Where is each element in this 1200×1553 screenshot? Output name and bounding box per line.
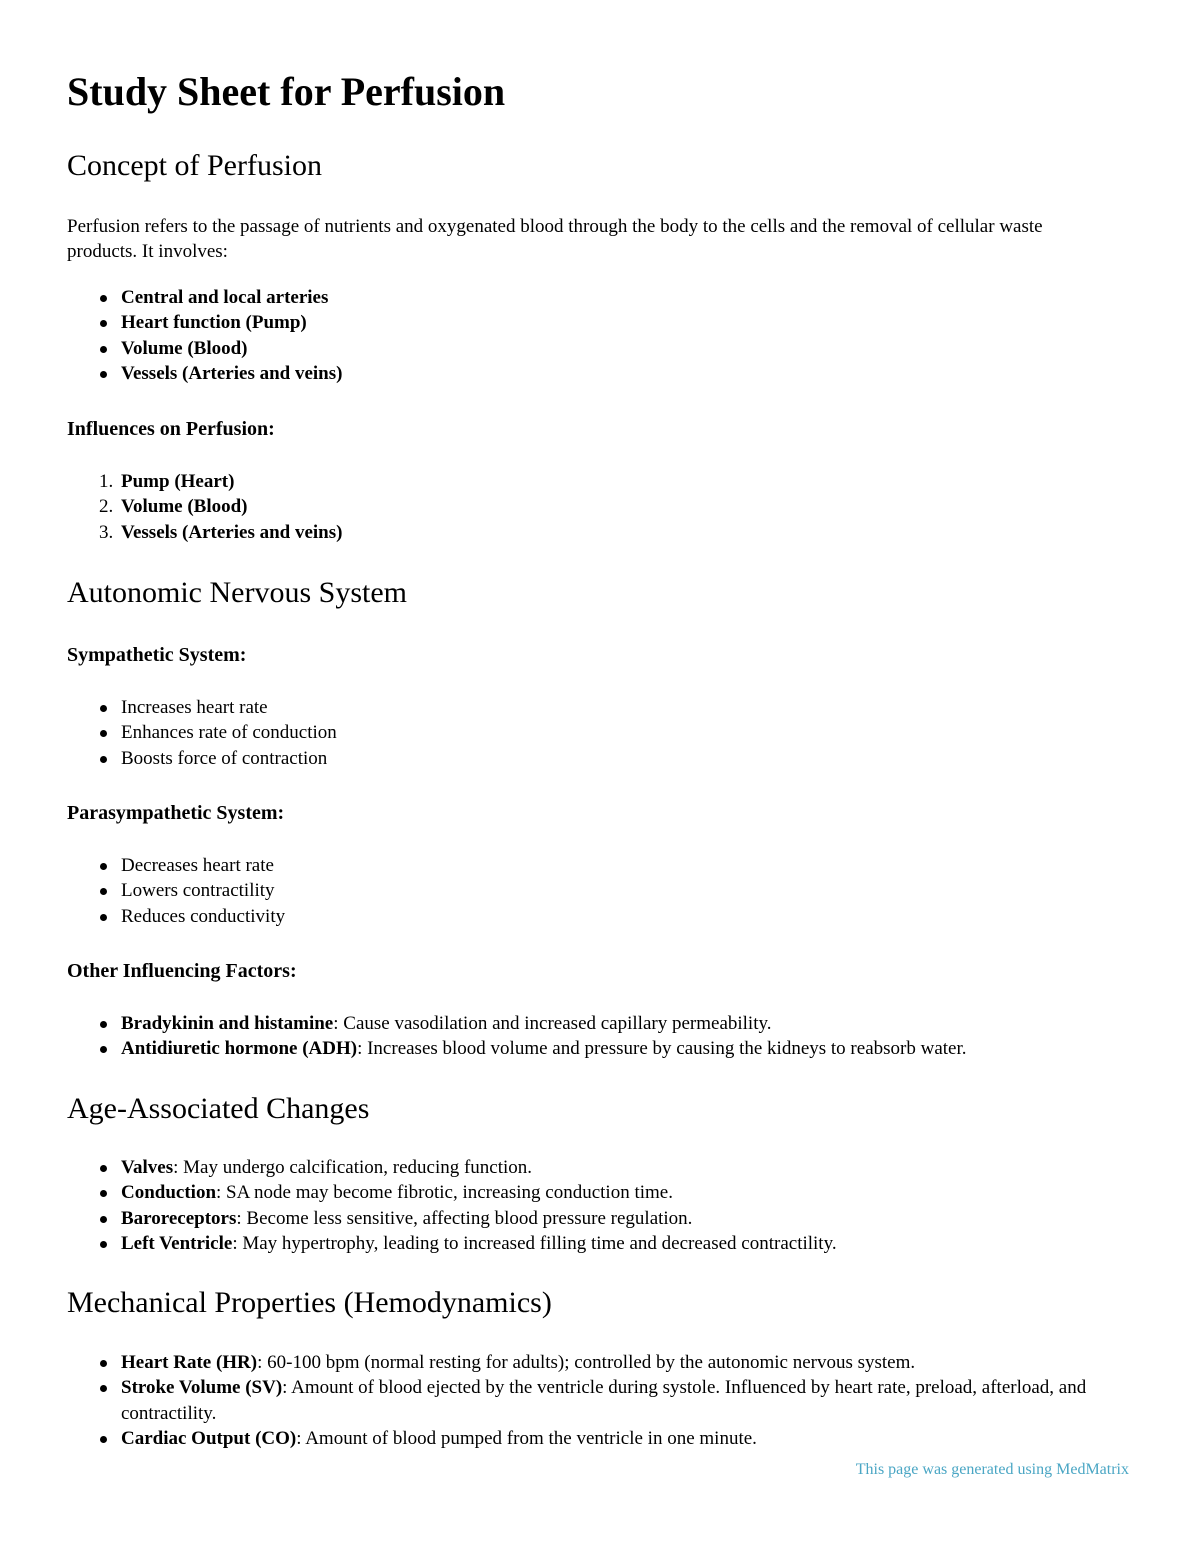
section-heading-age: Age-Associated Changes [67,1092,370,1125]
list-item: Baroreceptors: Become less sensitive, affecting blood pressure regulation. [67,1206,1137,1231]
subheading-sympathetic: Sympathetic System: [67,644,247,666]
list-item: 3. Vessels (Arteries and veins) [99,521,343,543]
other-factors-list [67,1011,1137,1062]
section-heading-mechanical: Mechanical Properties (Hemodynamics) [67,1286,552,1319]
section-heading-concept: Concept of Perfusion [67,149,322,182]
list-item: Reduces conductivity [67,904,1137,929]
list-item: Volume (Blood) [67,336,1137,361]
list-item: Boosts force of contraction [67,746,1137,771]
age-changes-list [67,1155,1137,1256]
parasympathetic-list [67,853,1137,929]
mechanical-list [67,1350,1147,1451]
list-item: Antidiuretic hormone (ADH): Increases blood volume and pressure by causing the kidneys to reabsorb water. [67,1036,1137,1061]
list-item: Valves: May undergo calcification, reducing function. [67,1155,1137,1180]
list-item: Heart Rate (HR): 60-100 bpm (normal resting for adults); controlled by the autonomic nervous system. [67,1350,1147,1375]
subheading-other-factors: Other Influencing Factors: [67,960,297,982]
list-item: Increases heart rate [67,695,1137,720]
subheading-influences: Influences on Perfusion: [67,418,275,440]
subheading-parasympathetic: Parasympathetic System: [67,802,285,824]
list-item: Cardiac Output (CO): Amount of blood pumped from the ventricle in one minute. [67,1426,1147,1451]
list-item: 2. Volume (Blood) [99,496,248,518]
list-item: Bradykinin and histamine: Cause vasodilation and increased capillary permeability. [67,1011,1137,1036]
influences-list [67,469,1137,545]
page-title: Study Sheet for Perfusion [67,69,506,114]
list-item: Lowers contractility [67,878,1137,903]
section-heading-ans: Autonomic Nervous System [67,576,407,609]
footer-generated-note: This page was generated using MedMatrix [855,1461,1129,1478]
list-item: Vessels (Arteries and veins) [67,361,1137,386]
involves-list [67,285,1137,386]
list-item: Heart function (Pump) [67,310,1137,335]
list-item: Conduction: SA node may become fibrotic, increasing conduction time. [67,1180,1137,1205]
list-item: 1. Pump (Heart) [99,471,235,492]
list-item: Enhances rate of conduction [67,720,1137,745]
list-item: Central and local arteries [67,285,1137,310]
sympathetic-list [67,695,1137,771]
list-item: Left Ventricle: May hypertrophy, leading to increased filling time and decreased contractility. [67,1231,1137,1256]
list-item: Stroke Volume (SV): Amount of blood ejected by the ventricle during systole. Influenced by heart rate, preload, afterload, and contractility. [67,1375,1147,1426]
concept-intro: Perfusion refers to the passage of nutrients and oxygenated blood through the body to the cells and the removal of cellular waste products. It involves: [67,216,1043,262]
list-item: Decreases heart rate [67,853,1137,878]
